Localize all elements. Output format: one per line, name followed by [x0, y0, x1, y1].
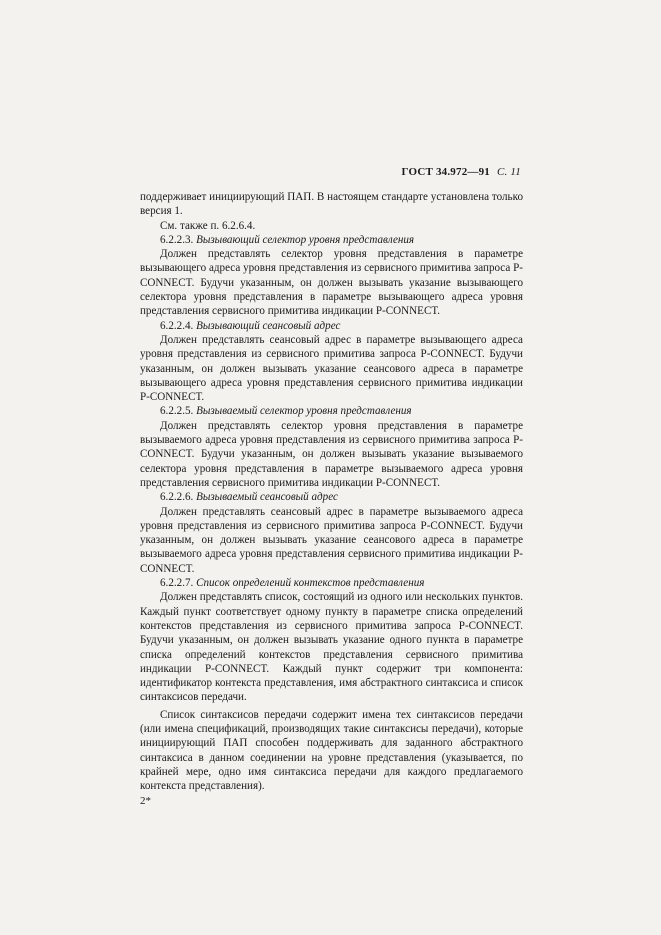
- section-number: 6.2.2.4.: [160, 319, 194, 332]
- section-heading: [140, 490, 523, 504]
- section-heading: [140, 576, 523, 590]
- section-heading: [140, 404, 523, 418]
- paragraph: Должен представлять список, состоящий из одного или нескольких пунктов. Каждый пункт соответствует одному пункту в параметре списка определений контекстов представления из сервисного примитива запроса P-CONNECT. Будучи указанным, он должен вызывать указание одного пункта в параметре списка определений контекстов представления сервисного примитива индикации P-CONNECT. Каждый пункт содержит три компонента: идентификатор контекста представления, имя абстрактного синтаксиса и список синтаксисов передачи.: [140, 591, 523, 704]
- paragraph: Список синтаксисов передачи содержит имена тех синтаксисов передачи (или имена спецификаций, производящих такие синтаксисы передачи), которые инициирующий ПАП способен поддерживать для заданного абстрактного синтаксиса в данном соединении на уровне представления (указывается, по крайней мере, одно имя синтаксиса передачи для каждого предлагаемого контекста представления).: [140, 708, 523, 793]
- paragraph: поддерживает инициирующий ПАП. В настоящем стандарте установлена только версия 1.: [140, 191, 523, 218]
- section-title: Вызывающий селектор уровня представления: [196, 233, 415, 246]
- page-header: [402, 166, 521, 178]
- paragraph: Должен представлять селектор уровня представления в параметре вызываемого адреса уровня представления из сервисного примитива запроса P-CONNECT. Будучи указанным, он должен вызывать указание вызываемого селектора уровня представления в параметре вызываемого адреса уровня представления сервисного примитива индикации P-CONNECT.: [140, 419, 523, 489]
- section-heading: [140, 233, 523, 247]
- section-number: 6.2.2.7.: [160, 577, 194, 590]
- paragraph: Должен представлять сеансовый адрес в параметре вызываемого адреса уровня представления из сервисного примитива запроса P-CONNECT. Будучи указанным, он должен вызывать указание сеансового адреса в параметре вызываемого адреса уровня представления сервисного примитива индикации P-CONNECT.: [140, 505, 523, 575]
- standard-id: ГОСТ 34.972—91: [401, 166, 491, 178]
- document-body: [140, 190, 523, 793]
- section-heading: [140, 319, 523, 333]
- paragraph: Должен представлять селектор уровня представления в параметре вызывающего адреса уровня представления из сервисного примитива запроса P-CONNECT. Будучи указанным, он должен вызывать указание вызывающего селектора уровня представления в параметре вызывающего адреса уровня представления сервисного примитива индикации P-CONNECT.: [140, 248, 523, 318]
- paragraph: Должен представлять сеансовый адрес в параметре вызывающего адреса уровня представления из сервисного примитива запроса P-CONNECT. Будучи указанным, он должен вызывать указание сеансового адреса в параметре вызывающего адреса уровня представления сервисного примитива индикации P-CONNECT.: [140, 333, 523, 404]
- section-title: Вызываемый сеансовый адрес: [196, 491, 338, 504]
- section-number: 6.2.2.5.: [160, 405, 194, 418]
- section-title: Список определений контекстов представления: [196, 577, 425, 590]
- section-number: 6.2.2.6.: [160, 491, 194, 504]
- sheet-mark: 2*: [140, 795, 151, 807]
- section-title: Вызывающий сеансовый адрес: [196, 319, 341, 332]
- section-title: Вызываемый селектор уровня представления: [196, 405, 412, 418]
- section-number: 6.2.2.3.: [160, 233, 194, 246]
- paragraph: См. также п. 6.2.6.4.: [160, 219, 256, 232]
- page-number: С. 11: [496, 166, 521, 178]
